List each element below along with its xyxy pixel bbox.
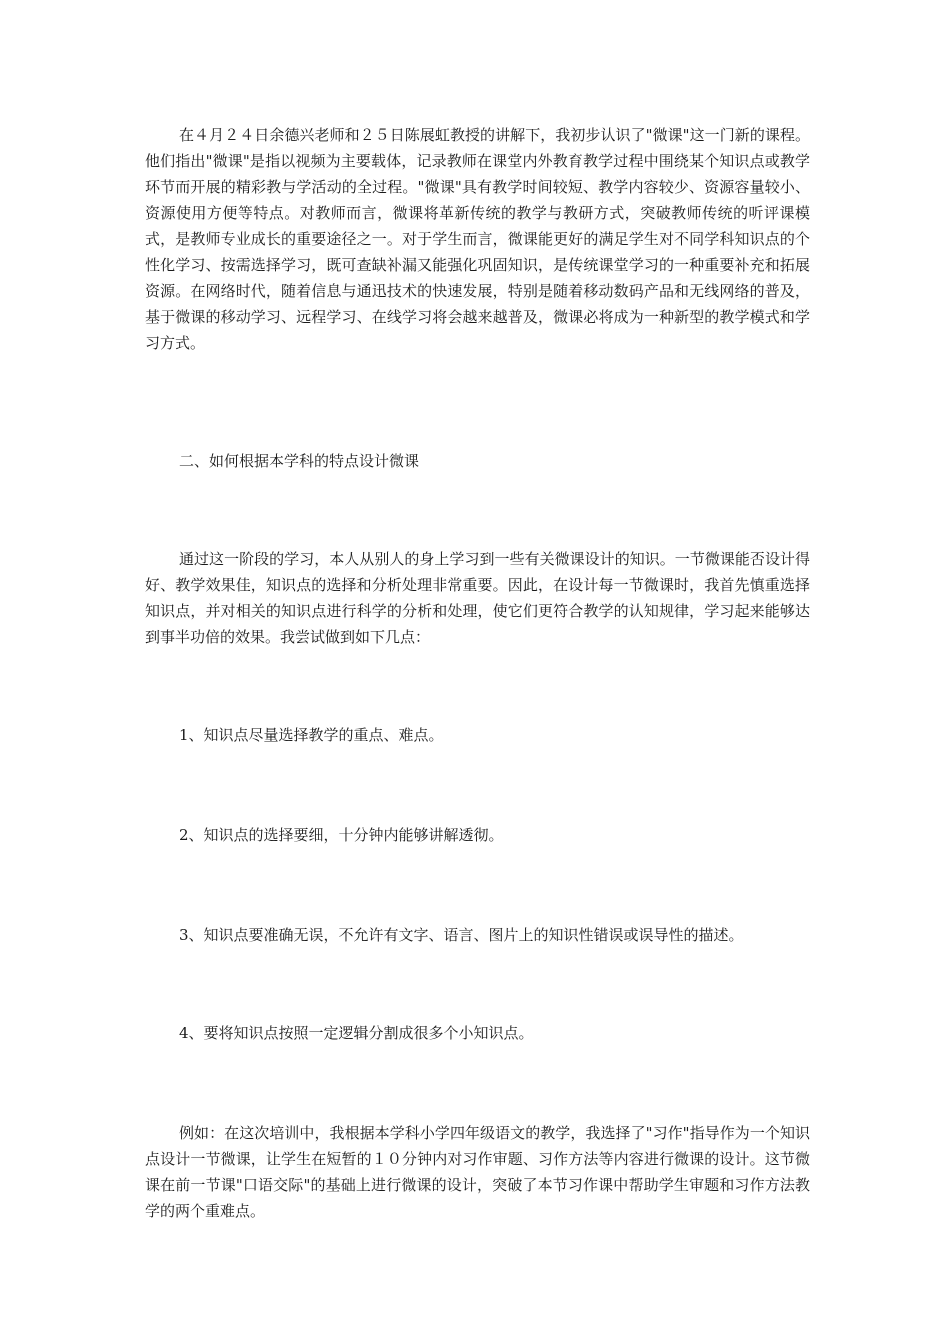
section-heading: 二、如何根据本学科的特点设计微课 (179, 452, 420, 470)
point-item-2: 2、知识点的选择要细，十分钟内能够讲解透彻。 (179, 826, 504, 844)
intro-paragraph: 在４月２４日余德兴老师和２５日陈展虹教授的讲解下，我初步认识了"微课"这一门新的课程。他们指出"微课"是指以视频为主要载体，记录教师在课堂内外教育教学过程中围绕某个知识点或教学环节而开展的精彩教与学活动的全过程。"微课"具有教学时间较短、教学内容较少、资源容量较小、资源使用方便等特点。对教师而言，微课将革新传统的教学与教研方式，突破教师传统的听评课模式，是教师专业成长的重要途径之一。对于学生而言，微课能更好的满足学生对不同学科知识点的个性化学习、按需选择学习，既可查缺补漏又能强化巩固知识，是传统课堂学习的一种重要补充和拓展资源。在网络时代，随着信息与通迅技术的快速发展，特别是随着移动数码产品和无线网络的普及，基于微课的移动学习、远程学习、在线学习将会越来越普及，微课必将成为一种新型的教学模式和学习方式。 (145, 126, 810, 352)
example-paragraph: 例如：在这次培训中，我根据本学科小学四年级语文的教学，我选择了"习作"指导作为一个知识点设计一节微课，让学生在短暂的１０分钟内对习作审题、习作方法等内容进行微课的设计。这节微课在前一节课"口语交际"的基础上进行微课的设计，突破了本节习作课中帮助学生审题和习作方法教学的两个重难点。 (145, 1124, 810, 1220)
point-item-4: 4、要将知识点按照一定逻辑分割成很多个小知识点。 (179, 1024, 534, 1042)
point-item-1: 1、知识点尽量选择教学的重点、难点。 (179, 726, 444, 744)
section-paragraph: 通过这一阶段的学习，本人从别人的身上学习到一些有关微课设计的知识。一节微课能否设计得好、教学效果佳，知识点的选择和分析处理非常重要。因此，在设计每一节微课时，我首先慎重选择知识点，并对相关的知识点进行科学的分析和处理，使它们更符合教学的认知规律，学习起来能够达到事半功倍的效果。我尝试做到如下几点： (145, 550, 810, 646)
point-item-3: 3、知识点要准确无误，不允许有文字、语言、图片上的知识性错误或误导性的描述。 (179, 926, 744, 944)
